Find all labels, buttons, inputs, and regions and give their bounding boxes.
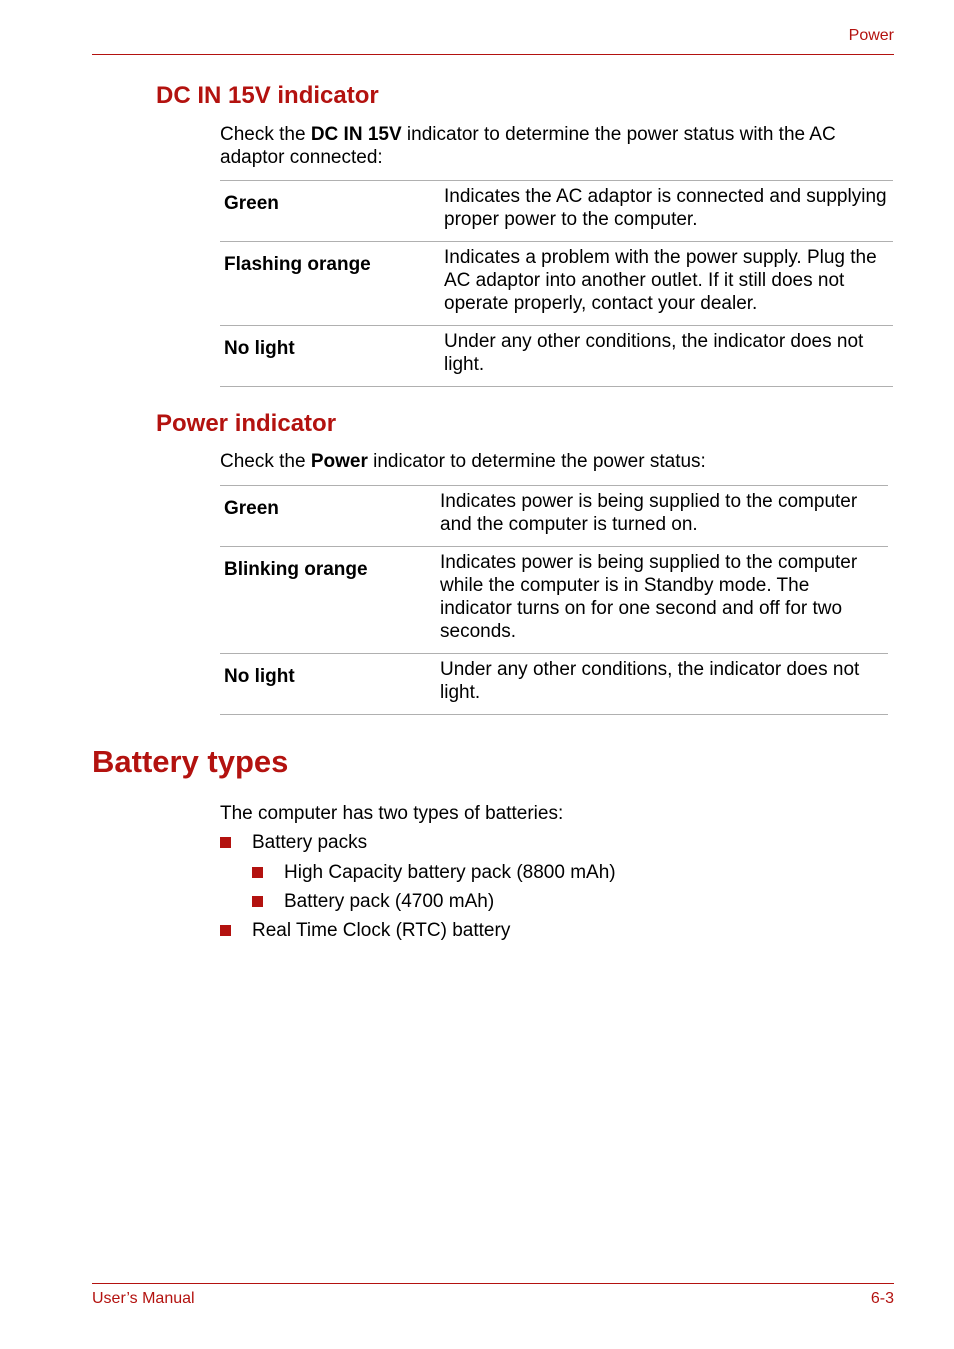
table-row xyxy=(220,547,888,654)
power-indicator-table xyxy=(220,485,888,715)
table-row xyxy=(220,326,893,387)
indicator-term: Flashing orange xyxy=(220,242,440,326)
square-bullet-icon xyxy=(220,837,231,848)
indicator-description: Indicates a problem with the power supply. Plug the AC adaptor into another outlet. If it still does not operate properly, contact your dealer. xyxy=(440,242,893,326)
indicator-term: Green xyxy=(220,486,436,547)
indicator-description: Indicates power is being supplied to the computer while the computer is in Standby mode. The indicator turns on for one second and off for two seconds. xyxy=(436,547,888,654)
indicator-term: Green xyxy=(220,181,440,242)
list-item-text: Battery packs xyxy=(252,832,368,853)
battery-types-heading: Battery types xyxy=(92,744,289,779)
footer-manual-title: User’s Manual xyxy=(92,1290,195,1307)
square-bullet-icon xyxy=(252,867,263,878)
dcin-indicator-table xyxy=(220,180,893,387)
indicator-term: Blinking orange xyxy=(220,547,436,654)
table-row xyxy=(220,654,888,715)
footer-rule xyxy=(92,1283,894,1284)
running-header-section: Power xyxy=(848,27,894,44)
dcin-intro-prefix: Check the xyxy=(220,124,311,145)
dcin-intro-bold: DC IN 15V xyxy=(310,124,402,145)
square-bullet-icon xyxy=(252,896,263,907)
square-bullet-icon xyxy=(220,925,231,936)
indicator-term: No light xyxy=(220,654,436,715)
list-item-text: High Capacity battery pack (8800 mAh) xyxy=(284,862,616,883)
indicator-description: Indicates power is being supplied to the computer and the computer is turned on. xyxy=(436,486,888,547)
indicator-description: Under any other conditions, the indicator does not light. xyxy=(440,326,893,387)
dcin-heading: DC IN 15V indicator xyxy=(156,82,379,109)
power-intro-bold: Power xyxy=(310,451,368,472)
footer-page-number: 6-3 xyxy=(870,1290,894,1307)
indicator-term: No light xyxy=(220,326,440,387)
list-item-text: Real Time Clock (RTC) battery xyxy=(252,920,511,941)
list-item-text: Battery pack (4700 mAh) xyxy=(284,891,495,912)
power-intro-suffix: indicator to determine the power status: xyxy=(367,451,706,472)
header-rule xyxy=(92,54,894,55)
dcin-intro xyxy=(220,123,892,169)
dcin-intro-suffix: indicator to determine the power status with the AC adaptor connected: xyxy=(220,124,836,168)
table-row xyxy=(220,181,893,242)
indicator-description: Under any other conditions, the indicator does not light. xyxy=(436,654,888,715)
indicator-description: Indicates the AC adaptor is connected and supplying proper power to the computer. xyxy=(440,181,893,242)
battery-intro: The computer has two types of batteries: xyxy=(220,803,564,824)
power-heading: Power indicator xyxy=(156,410,337,437)
table-row xyxy=(220,242,893,326)
power-intro xyxy=(220,450,892,473)
power-intro-prefix: Check the xyxy=(220,451,311,472)
table-row xyxy=(220,486,888,547)
